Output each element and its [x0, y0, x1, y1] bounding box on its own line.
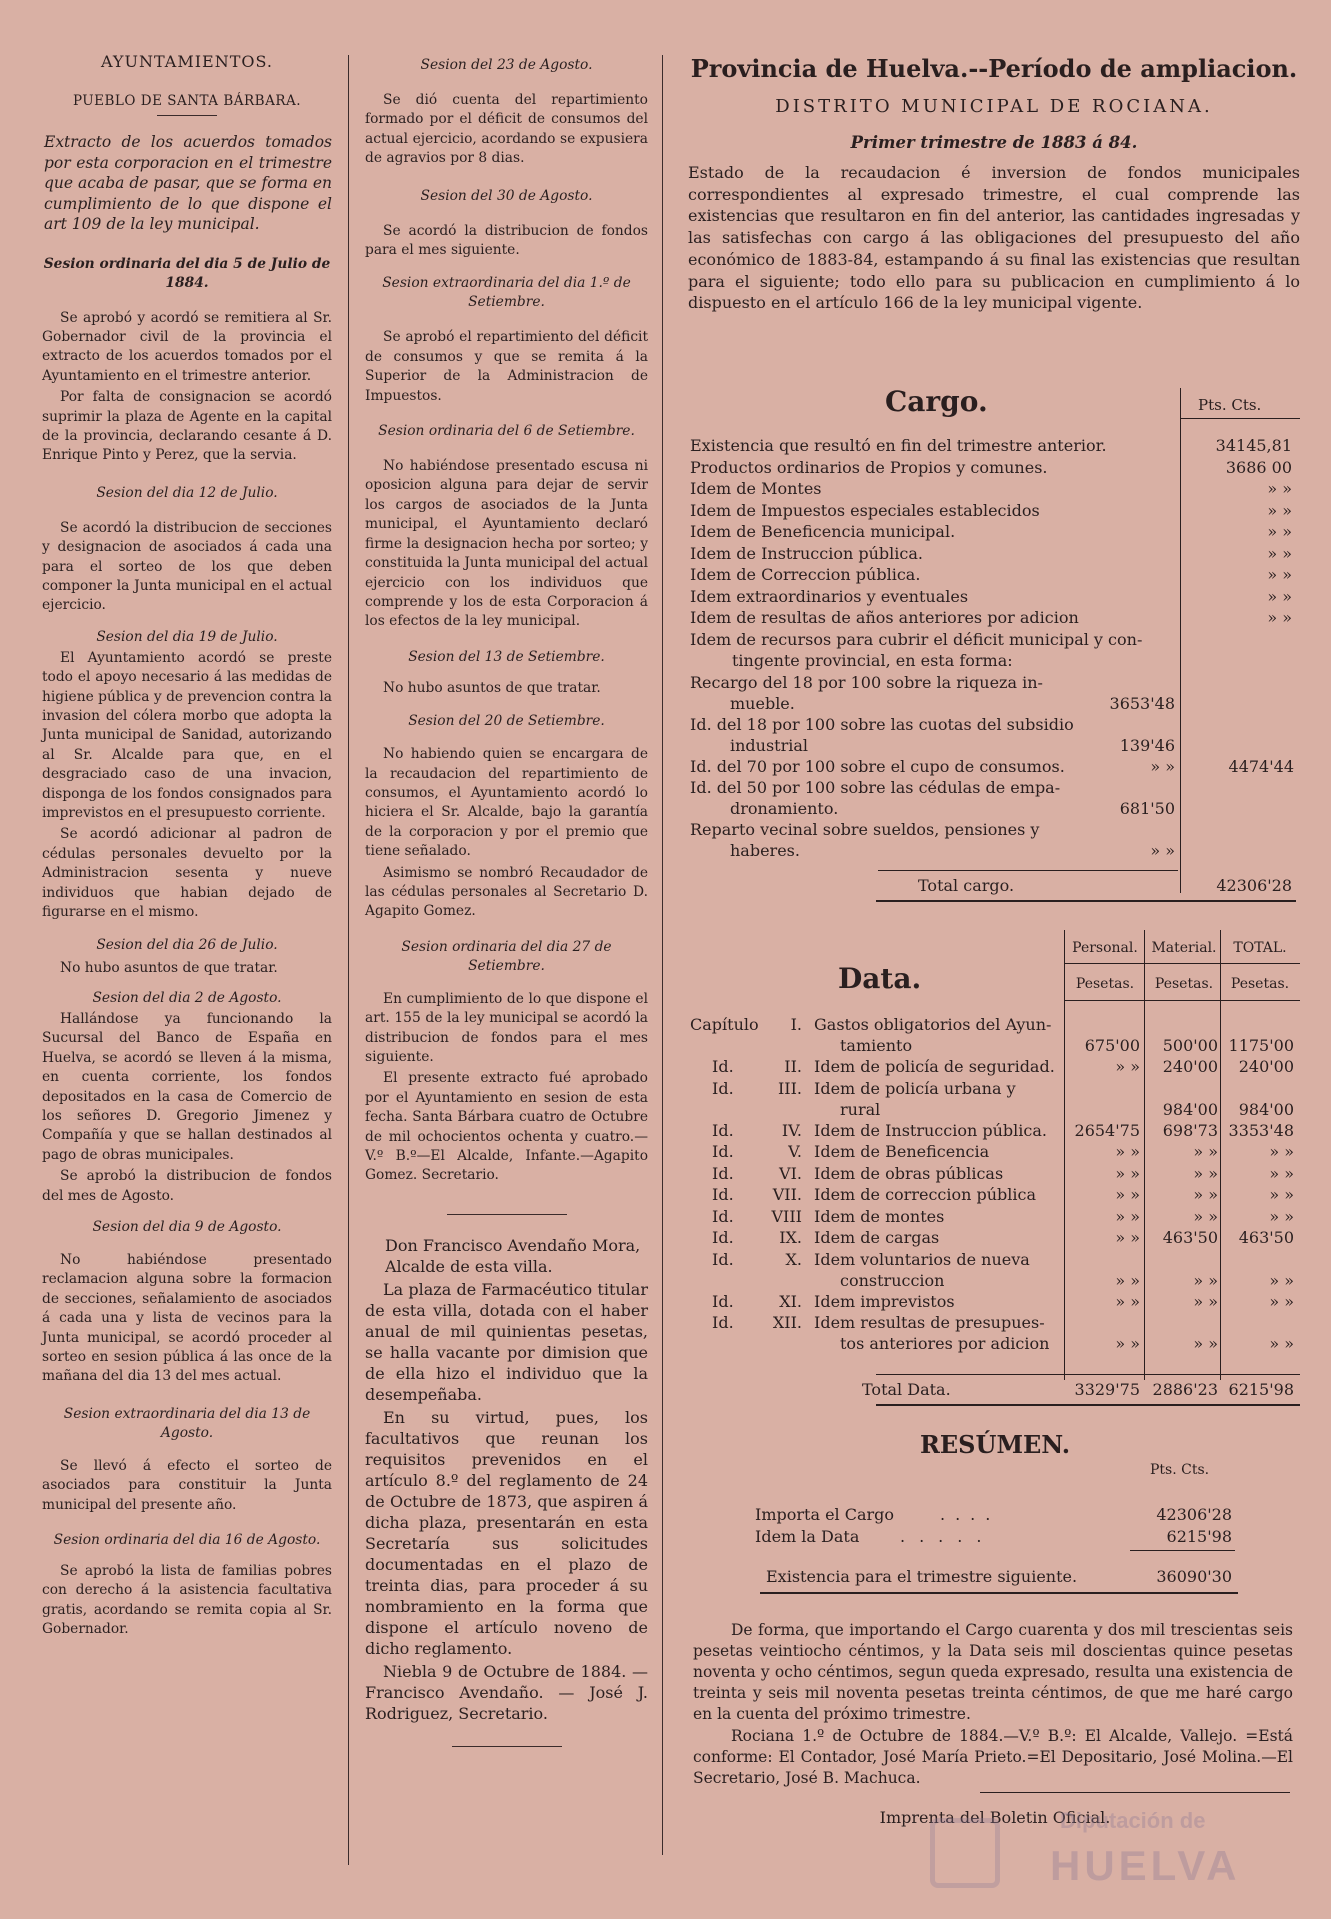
session-title: Sesion del 30 de Agosto.: [420, 187, 593, 204]
signature-block: Rociana 1.º de Octubre de 1884.—V.º B.º: El Alcalde, Vallejo. =Está conforme: El Contador, José María Prieto.=El Depositario, José Molina.—El Secretario, José B. Machuca.: [693, 1727, 1293, 1787]
cargo-col-header: Pts. Cts.: [1198, 396, 1262, 414]
data-row-personal: » »: [1115, 1142, 1140, 1161]
session-title: Sesion del dia 9 de Agosto.: [92, 1218, 282, 1235]
session-title: Sesion del dia 12 de Julio.: [96, 484, 278, 501]
data-row-personal: » »: [1115, 1270, 1140, 1290]
data-title: Data.: [838, 962, 922, 995]
resumen-col-header: Pts. Cts.: [1150, 1462, 1210, 1478]
data-row-label: Idem voluntarios de nueva: [814, 1249, 1030, 1269]
resumen-data-label: Idem la Data: [755, 1527, 860, 1546]
resumen-exist-value: 36090'30: [1156, 1567, 1232, 1586]
data-col-header: TOTAL.: [1233, 940, 1287, 956]
cargo-row-label: Idem de Montes: [690, 479, 822, 498]
paragraph: En su virtud, pues, los facultativos que reunan los requisitos prevenidos en el artículo 8.º del reglamento de 24 de Octubre de 1873, que aspiren á dicha plaza, presentarán en esta Secretaría sus solicitudes documentadas en el plazo de treinta dias, para proceder á su nombramiento en la forma que dispone el artículo noveno de dicho reglamento.: [365, 1407, 648, 1658]
cargo-row-value: 34145,81: [1215, 436, 1292, 455]
sub-row-line1: Recargo del 18 por 100 sobre la riqueza in-: [690, 672, 1043, 692]
data-row-number: XII.: [772, 1313, 802, 1332]
data-row-chapter: Id.: [712, 1120, 734, 1140]
page-title: Provincia de Huelva.--Período de ampliacion.: [690, 54, 1298, 83]
session-title: Sesion ordinaria del dia 27 de Setiembre.: [401, 938, 612, 974]
resumen-rule: [1130, 1550, 1235, 1551]
sub-row-line1: Id. del 50 por 100 sobre las cédulas de empa-: [690, 777, 1061, 797]
divider: [452, 1746, 562, 1747]
paragraph: El presente extracto fué aprobado por el Ayuntamiento en sesion de esta fecha. Santa Bárbara cuatro de Octubre de mil ochocientos ochenta y cuatro.—V.º B.º—El Alcalde, Infante.—Agapito Gomez. Secretario.: [365, 1070, 648, 1184]
cargo-row-label: Idem extraordinarios y eventuales: [690, 586, 969, 606]
column-rule-1: [348, 55, 349, 1865]
data-row-chapter: Id.: [712, 1163, 734, 1183]
data-col-unit: Pesetas.: [1075, 976, 1135, 992]
total-data-label: Total Data.: [862, 1380, 951, 1399]
watermark-logo-icon: [930, 1818, 1000, 1888]
data-row-total: » »: [1269, 1334, 1294, 1353]
data-row-label: Idem de correccion pública: [814, 1185, 1037, 1204]
data-row-material: » »: [1193, 1142, 1218, 1161]
data-row-personal: » »: [1115, 1206, 1140, 1226]
data-row-chapter: Id.: [712, 1142, 734, 1161]
data-row-total: 240'00: [1238, 1057, 1294, 1076]
data-row-personal: 2654'75: [1074, 1120, 1140, 1140]
data-row-chapter: Id.: [712, 1206, 734, 1226]
data-row-personal: » »: [1115, 1291, 1140, 1311]
data-row-material: 240'00: [1162, 1057, 1218, 1076]
column-2: [365, 0, 648, 1747]
data-row-label: Idem imprevistos: [814, 1291, 955, 1311]
data-row-total: 1175'00: [1228, 1036, 1294, 1055]
sub-row-line2: industrial: [730, 735, 809, 755]
divider: [980, 1792, 1290, 1793]
paragraph: No habiéndose presentado escusa ni oposicion alguna para dejar de servir los cargos de asociados de la Junta municipal, el Ayuntamiento declaró firme la designacion hecha por sorteo; y constituida la Junta municipal del actual ejercicio con los individuos que comprende y los de esta Corporacion á los efectos de la ley municipal.: [365, 458, 648, 630]
data-row-material: » »: [1193, 1334, 1218, 1353]
total-data-personal: 3329'75: [1074, 1380, 1140, 1399]
session-title: Sesion del 13 de Setiembre.: [408, 648, 605, 665]
data-row-chapter: Id.: [712, 1249, 734, 1269]
data-column-rule: [1064, 930, 1065, 1380]
data-row-chapter: Id.: [712, 1291, 734, 1311]
paragraph: El Ayuntamiento acordó se preste todo el apoyo necesario á las medidas de higiene pública y de prevencion contra la invasion del cólera morbo que adopta la Junta municipal de Sanidad, autorizando al Sr. Alcalde para que, en el desgraciado caso de una invacion, disponga de los fondos consignados para imprevistos en el presupuesto corriente.: [42, 649, 332, 822]
sub-row-line1: Id. del 18 por 100 sobre las cuotas del subsidio: [690, 714, 1074, 734]
data-row-chapter: Id.: [712, 1228, 734, 1247]
total-cargo-value: 42306'28: [1216, 875, 1292, 895]
cargo-title: Cargo.: [885, 385, 988, 418]
cargo-row-label: Productos ordinarios de Propios y comunes.: [690, 457, 1048, 477]
session-title: Sesion del 20 de Setiembre.: [408, 713, 605, 730]
data-row-total: » »: [1269, 1163, 1294, 1183]
data-col-unit: Pesetas.: [1230, 976, 1290, 992]
data-row-label: Gastos obligatorios del Ayun-: [814, 1015, 1052, 1034]
cargo-rule: [878, 870, 1178, 871]
data-row-total: » »: [1269, 1270, 1294, 1290]
cargo-row-value: » »: [1267, 522, 1292, 541]
paragraph: Se aprobó la distribucion de fondos del mes de Agosto.: [42, 1168, 332, 1204]
data-row-total: » »: [1269, 1142, 1294, 1161]
data-row-label-2: tamiento: [840, 1036, 913, 1055]
data-row-number: I.: [790, 1015, 802, 1034]
cargo-header-rule: [1180, 418, 1300, 419]
cargo-row-value: » »: [1267, 565, 1292, 584]
data-row-material: » »: [1193, 1270, 1218, 1290]
sub-row-value: 681'50: [1119, 798, 1175, 818]
session-title: Sesion extraordinaria del dia 13 de Agosto.: [63, 1405, 311, 1441]
paragraph: No habiendo quien se encargara de la recaudacion del repartimiento de consumos, el Ayuntamiento acordó lo hiciera el Sr. Alcalde, bajo la garantía de la corporacion y por el premio que tiene señalado.: [365, 746, 648, 860]
closing-paragraph: De forma, que importando el Cargo cuarenta y dos mil trescientas seis pesetas veintiocho céntimos, y la Data seis mil doscientas quince pesetas noventa y ocho céntimos, segun queda expresado, resulta una existencia de treinta y seis mil noventa pesetas treinta céntimos, de que me haré cargo en la cuenta del próximo trimestre.: [693, 1621, 1293, 1723]
total-cargo-underline: [876, 900, 1296, 902]
data-total-underline: [876, 1404, 1300, 1406]
sub-row-line2: dronamiento.: [730, 798, 839, 818]
resumen-underline: [760, 1592, 1238, 1594]
session-title: Sesion del dia 26 de Julio.: [96, 937, 278, 954]
data-row-number: V.: [788, 1142, 802, 1161]
data-row-total: » »: [1269, 1206, 1294, 1226]
leader: ....: [940, 1505, 1001, 1524]
paragraph: En cumplimiento de lo que dispone el art. 155 de la ley municipal se acordó la distribucion de fondos para el mes siguiente.: [365, 990, 648, 1065]
data-row-label: Idem de obras públicas: [814, 1163, 1004, 1183]
data-row-total: 463'50: [1238, 1228, 1294, 1247]
cargo-row-label: Idem de Impuestos especiales establecidos: [690, 500, 1040, 520]
paragraph: Se acordó la distribucion de secciones y designacion de asociados á cada una para el sorteo de los que deben componer la Junta municipal en el actual ejercicio.: [42, 519, 332, 614]
data-row-label-2: rural: [840, 1099, 881, 1119]
data-row-personal: » »: [1115, 1334, 1140, 1353]
data-row-personal: » »: [1115, 1057, 1140, 1076]
cargo-row-value: 3686 00: [1225, 457, 1292, 477]
session-title: Sesion del dia 19 de Julio.: [96, 628, 278, 645]
data-row-number: VII.: [772, 1185, 802, 1204]
data-row-label: Idem de policía urbana y: [814, 1078, 1016, 1098]
data-row-number: VI.: [779, 1163, 802, 1183]
cargo-row-label: Idem de resultas de años anteriores por adicion: [690, 608, 1079, 627]
paragraph: Se llevó á efecto el sorteo de asociados para constituir la Junta municipal del presente año.: [42, 1457, 332, 1513]
session-title: Sesion del dia 2 de Agosto.: [92, 989, 282, 1006]
paragraph: Se aprobó el repartimiento del déficit de consumos y que se remita á la Superior de la Administracion de Impuestos.: [365, 329, 648, 404]
paragraph: Se acordó la distribucion de fondos para el mes siguiente.: [365, 222, 648, 259]
data-row-label: Idem de montes: [814, 1206, 945, 1226]
data-row-total: » »: [1269, 1291, 1294, 1311]
resumen-cargo-value: 42306'28: [1156, 1505, 1232, 1524]
data-row-material: » »: [1193, 1206, 1218, 1226]
cargo-row-value: » »: [1267, 543, 1292, 563]
subtotal-brace: [1180, 673, 1181, 873]
paragraph: Por falta de consignacion se acordó suprimir la plaza de Agente en la capital de la provincia, declarando cesante á D. Enrique Pinto y Perez, que la servia.: [42, 389, 332, 464]
total-data-total: 6215'98: [1228, 1380, 1294, 1399]
cargo-row-label: Idem de Instruccion pública.: [690, 543, 923, 563]
data-row-label: Idem de policía de seguridad.: [814, 1057, 1055, 1076]
total-data-material: 2886'23: [1152, 1380, 1218, 1399]
signature: Niebla 9 de Octubre de 1884. —Francisco Avendaño. — José J. Rodriguez, Secretario.: [365, 1661, 648, 1723]
data-row-total: 3353'48: [1228, 1120, 1294, 1140]
paragraph: Se aprobó y acordó se remitiera al Sr. Gobernador civil de la provincia el extracto de los acuerdos tomados por el Ayuntamiento en el trimestre anterior.: [42, 309, 332, 384]
sub-row-value: 3653'48: [1109, 693, 1175, 713]
data-row-personal: 675'00: [1084, 1036, 1140, 1055]
divider: [157, 115, 217, 116]
session-title: Sesion extraordinaria del dia 1.º de Setiembre.: [382, 275, 631, 311]
data-row-label: Idem de Instruccion pública.: [814, 1120, 1047, 1140]
watermark-top: Diputación de: [1060, 1808, 1206, 1833]
data-column-rule: [1220, 930, 1221, 1380]
data-row-material: 984'00: [1162, 1099, 1218, 1119]
paragraph: La plaza de Farmacéutico titular de esta villa, dotada con el haber anual de mil quinientas pesetas, se halla vacante por dimision que de ella hizo el individuo que la desempeñaba.: [365, 1279, 648, 1404]
cargo-recursos-line2: tingente provincial, en esta forma:: [732, 650, 1013, 670]
data-row-material: 463'50: [1162, 1228, 1218, 1247]
data-row-personal: » »: [1115, 1185, 1140, 1204]
resumen-exist-label: Existencia para el trimestre siguiente.: [766, 1567, 1078, 1586]
cargo-row-label: Idem de Beneficencia municipal.: [690, 522, 956, 541]
cargo-recursos-line1: Idem de recursos para cubrir el déficit municipal y con-: [690, 629, 1143, 649]
section-header: AYUNTAMIENTOS.: [101, 52, 273, 71]
data-row-label: Idem de Beneficencia: [814, 1142, 990, 1161]
cargo-row-value: » »: [1267, 500, 1292, 520]
data-row-personal: » »: [1115, 1163, 1140, 1183]
sub-row-line1: Id. del 70 por 100 sobre el cupo de consumos.: [690, 756, 1065, 776]
column-rule-2: [662, 55, 663, 1855]
data-row-chapter: Id.: [712, 1313, 734, 1332]
data-col-header: Personal.: [1072, 940, 1138, 956]
trimester-header: Primer trimestre de 1883 á 84.: [850, 133, 1138, 152]
paragraph: Se aprobó la lista de familias pobres con derecho á la asistencia facultativa gratis, acordando se remita copia al Sr. Gobernador.: [42, 1563, 332, 1638]
data-header-rule: [1064, 963, 1300, 964]
data-row-number: III.: [777, 1078, 802, 1098]
cargo-row-value: » »: [1267, 586, 1292, 606]
data-row-material: » »: [1193, 1185, 1218, 1204]
data-row-number: IX.: [779, 1228, 802, 1247]
imprenta-line: Imprenta del Boletin Oficial.: [879, 1808, 1111, 1827]
sub-row-value: » »: [1150, 756, 1175, 776]
paragraph: No hubo asuntos de que tratar.: [60, 960, 278, 977]
resumen-data-value: 6215'98: [1166, 1527, 1232, 1546]
data-row-material: » »: [1193, 1163, 1218, 1183]
paragraph: Se dió cuenta del repartimiento formado por el déficit de consumos del actual ejercicio, acordando se expusiera de agravios por 8 dias.: [365, 92, 648, 167]
column-1: [42, 0, 332, 1640]
cargo-row-label: Existencia que resultó en fin del trimestre anterior.: [690, 436, 1107, 455]
paragraph: Asimismo se nombró Recaudador de las cédulas personales al Secretario D. Agapito Gomez.: [365, 864, 648, 920]
paragraph: No hubo asuntos de que tratar.: [383, 679, 601, 696]
data-row-material: 500'00: [1162, 1036, 1218, 1055]
data-header-rule: [1064, 1000, 1300, 1001]
session-title: Sesion ordinaria del dia 16 de Agosto.: [53, 1532, 321, 1548]
data-column-rule: [1144, 930, 1145, 1380]
data-row-number: IV.: [781, 1120, 802, 1140]
resumen-title: RESÚMEN.: [919, 1430, 1071, 1459]
data-row-label-2: construccion: [840, 1270, 945, 1290]
paragraph: Se acordó adicionar al padron de cédulas personales devuelto por la Administracion sesenta y nueve individuos que habian dejado de figurarse en el mismo.: [42, 826, 332, 921]
intro-text: Extracto de los acuerdos tomados por esta corporacion en el trimestre que acaba de pasar, que se forma en cumplimiento de lo que dispone el art 109 de la ley municipal.: [44, 133, 332, 233]
data-row-chapter: Id.: [712, 1057, 734, 1076]
data-row-total: » »: [1269, 1185, 1294, 1204]
divider: [447, 1214, 567, 1215]
data-row-material: 698'73: [1162, 1120, 1218, 1140]
data-row-label: Idem de cargas: [814, 1228, 940, 1247]
data-row-chapter: Id.: [712, 1078, 734, 1098]
data-row-number: VIII: [771, 1206, 802, 1226]
sub-row-line2: haberes.: [730, 840, 800, 860]
resumen-cargo-label: Importa el Cargo: [755, 1505, 895, 1524]
data-row-total: 984'00: [1238, 1099, 1294, 1119]
district-header: DISTRITO MUNICIPAL DE ROCIANA.: [775, 96, 1213, 117]
data-row-material: » »: [1193, 1291, 1218, 1311]
sub-row-value: » »: [1150, 840, 1175, 860]
sub-row-value: 139'46: [1119, 735, 1175, 755]
data-row-number: X.: [785, 1249, 802, 1269]
cargo-row-value: » »: [1267, 479, 1292, 498]
ad-header: Don Francisco Avendaño Mora, Alcalde de esta villa.: [385, 1235, 641, 1276]
intro-text: [688, 162, 1300, 314]
data-row-personal: » »: [1115, 1228, 1140, 1247]
watermark-bottom: HUELVA: [1050, 1842, 1241, 1889]
intro-body: Estado de la recaudacion é inversion de fondos municipales correspondientes al expresado trimestre, el cual comprende las existencias que resultaron en fin del anterior, las cantidades ingresadas y las satisfechas con cargo á las obligaciones del presupuesto del año económico de 1883-84, estampando á su final las existencias que resultan para el siguiente; todo ello para su publicacion en cumplimiento á lo dispuesto en el artículo 166 de la ley municipal vigente.: [688, 163, 1300, 313]
paragraph: No habiéndose presentado reclamacion alguna sobre la formacion de secciones, señalamiento de asociados á cada una y lista de vecinos para la Junta municipal, se acordó proceder al sorteo en sesion pública á las once de la mañana del dia 13 del mes actual.: [42, 1251, 332, 1385]
leader: .....: [900, 1527, 996, 1546]
session-title: Sesion del 23 de Agosto.: [420, 57, 593, 73]
data-col-unit: Pesetas.: [1154, 976, 1214, 992]
data-row-number: XI.: [779, 1291, 802, 1311]
sub-total-value: 4474'44: [1228, 757, 1294, 776]
data-col-header: Material.: [1151, 940, 1217, 956]
cargo-row-value: » »: [1267, 608, 1292, 627]
data-row-label-2: tos anteriores por adicion: [840, 1334, 1050, 1353]
data-row-label: Idem resultas de presupues-: [814, 1313, 1045, 1332]
town-header: PUEBLO DE SANTA BÁRBARA.: [72, 93, 302, 109]
data-row-chapter: Capítulo: [690, 1015, 759, 1034]
sub-row-line2: mueble.: [730, 693, 795, 713]
cargo-row-label: Idem de Correccion pública.: [690, 565, 921, 584]
paragraph: Hallándose ya funcionando la Sucursal del Banco de España en Huelva, se acordó se lleven á la misma, en cuenta corriente, los fondos depositados en la casa de Comercio de los señores D. Gregorio Jimenez y Compañía y que se hallan destinados al pago de obras municipales.: [42, 1010, 332, 1163]
session-title: Sesion ordinaria del 6 de Setiembre.: [378, 423, 635, 440]
sub-row-line1: Reparto vecinal sobre sueldos, pensiones y: [690, 819, 1040, 839]
data-row-number: II.: [784, 1057, 802, 1076]
data-row-chapter: Id.: [712, 1185, 734, 1204]
total-cargo-label: Total cargo.: [918, 875, 1015, 895]
session-title: Sesion ordinaria del dia 5 de Julio de 1884.: [43, 255, 331, 291]
data-total-rule: [876, 1374, 1300, 1375]
